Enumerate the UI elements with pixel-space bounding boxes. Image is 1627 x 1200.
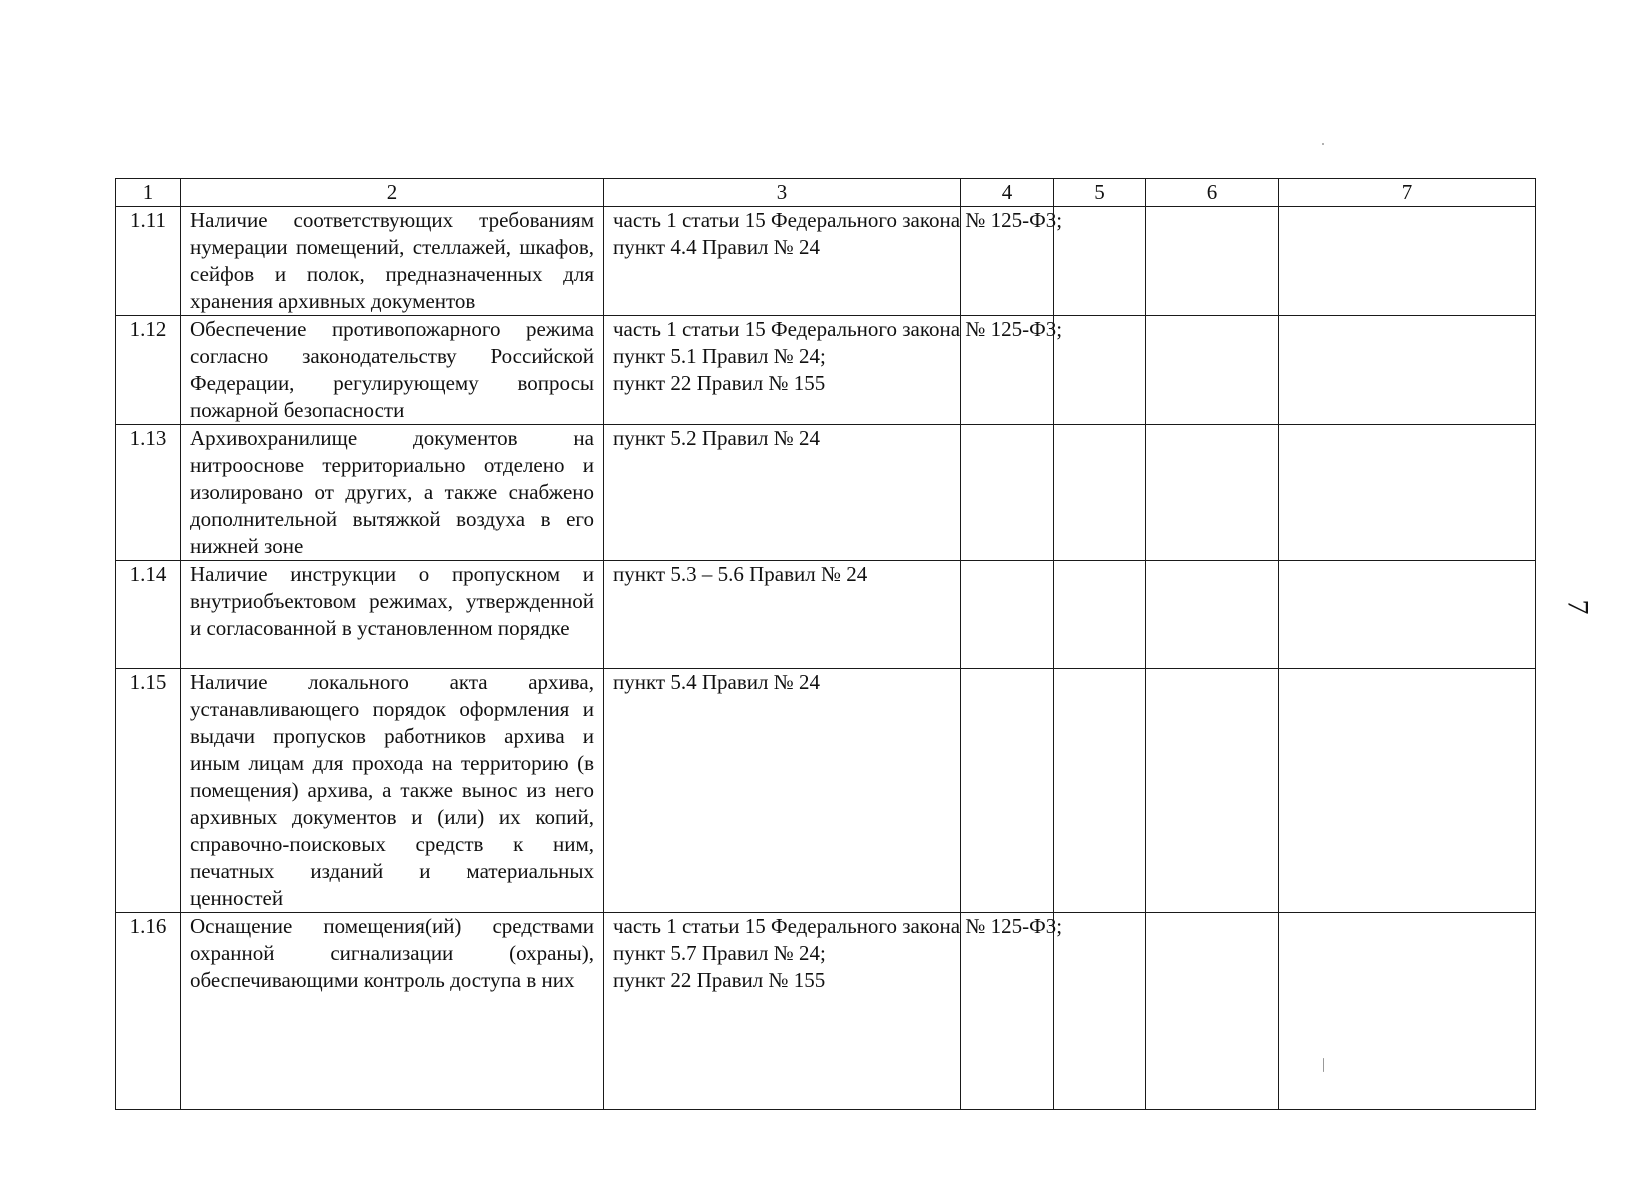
requirement-text: Наличие локального акта архива, устанавливающего порядок оформления и выдачи пропусков работников архива и иным лицам для прохода на территорию (в помещения) архива, а также вынос из него архивных документов и (или) их копий, справочно-поисковых средств к ним, печатных изданий и материальных ценностей	[181, 669, 604, 913]
legal-reference	[604, 207, 1063, 316]
row-number: 1.11	[116, 207, 181, 316]
cell-col-4	[961, 913, 1054, 1110]
requirement-text: Оснащение помещения(ий) средствами охранной сигнализации (охраны), обеспечивающими контроль доступа в них	[181, 913, 604, 1110]
requirement-text: Наличие соответствующих требованиям нумерации помещений, стеллажей, шкафов, сейфов и полок, предназначенных для хранения архивных документов	[181, 207, 604, 316]
reference-line: пункт 5.2 Правил № 24	[613, 426, 820, 450]
requirement-text: Архивохранилище документов на нитрооснове территориально отделено и изолировано от других, а также снабжено дополнительной вытяжкой воздуха в его нижней зоне	[181, 425, 604, 561]
cell-col-4	[961, 669, 1054, 913]
column-header-3: 3	[604, 179, 961, 207]
table-row	[116, 561, 1536, 669]
legal-reference	[604, 913, 1063, 1110]
cell-col-6	[1146, 425, 1279, 561]
reference-line: часть 1 статьи 15 Федерального закона № 125-ФЗ;	[613, 914, 1063, 938]
cell-col-6	[1146, 913, 1279, 1110]
cell-col-6	[1146, 207, 1279, 316]
requirements-table	[115, 178, 1536, 1110]
legal-reference	[604, 669, 961, 913]
row-number: 1.13	[116, 425, 181, 561]
legal-reference	[604, 561, 961, 669]
requirement-text: Обеспечение противопожарного режима согласно законодательству Российской Федерации, регулирующему вопросы пожарной безопасности	[181, 316, 604, 425]
table-row	[116, 207, 1536, 316]
row-number: 1.14	[116, 561, 181, 669]
column-header-2: 2	[181, 179, 604, 207]
cell-col-5	[1054, 316, 1146, 425]
cell-col-7	[1279, 669, 1536, 913]
reference-line: пункт 4.4 Правил № 24	[613, 235, 820, 259]
reference-line: пункт 22 Правил № 155	[613, 968, 826, 992]
column-header-5: 5	[1054, 179, 1146, 207]
reference-line: пункт 5.3 – 5.6 Правил № 24	[613, 562, 868, 586]
cell-col-5	[1054, 207, 1146, 316]
scan-speck	[1322, 143, 1324, 145]
cell-col-4	[961, 561, 1054, 669]
reference-line: часть 1 статьи 15 Федерального закона № 125-ФЗ;	[613, 317, 1063, 341]
reference-line: пункт 22 Правил № 155	[613, 371, 826, 395]
column-header-6: 6	[1146, 179, 1279, 207]
cell-col-7	[1279, 316, 1536, 425]
cell-col-7	[1279, 425, 1536, 561]
reference-line: пункт 5.1 Правил № 24;	[613, 344, 826, 368]
cell-col-6	[1146, 316, 1279, 425]
cell-col-5	[1054, 425, 1146, 561]
cell-col-5	[1054, 561, 1146, 669]
table-row	[116, 669, 1536, 913]
cell-col-4	[961, 425, 1054, 561]
row-number: 1.15	[116, 669, 181, 913]
requirement-text: Наличие инструкции о пропускном и внутриобъектовом режимах, утвержденной и согласованной в установленном порядке	[181, 561, 604, 669]
reference-line: пункт 5.7 Правил № 24;	[613, 941, 826, 965]
page-number: 7	[1561, 599, 1595, 615]
reference-line: часть 1 статьи 15 Федерального закона № 125-ФЗ;	[613, 208, 1063, 232]
header-row	[116, 179, 1536, 207]
cell-col-7	[1279, 207, 1536, 316]
legal-reference	[604, 425, 961, 561]
cell-col-5	[1054, 913, 1146, 1110]
legal-reference	[604, 316, 1063, 425]
cell-col-7	[1279, 913, 1536, 1110]
cell-col-6	[1146, 561, 1279, 669]
row-number: 1.12	[116, 316, 181, 425]
column-header-4: 4	[961, 179, 1054, 207]
cell-col-6	[1146, 669, 1279, 913]
table-row	[116, 425, 1536, 561]
reference-line: пункт 5.4 Правил № 24	[613, 670, 820, 694]
cell-col-5	[1054, 669, 1146, 913]
column-header-1: 1	[116, 179, 181, 207]
table-row	[116, 316, 1536, 425]
column-header-7: 7	[1279, 179, 1536, 207]
table-row	[116, 913, 1536, 1110]
row-number: 1.16	[116, 913, 181, 1110]
scan-speck	[1323, 1058, 1324, 1072]
cell-col-7	[1279, 561, 1536, 669]
